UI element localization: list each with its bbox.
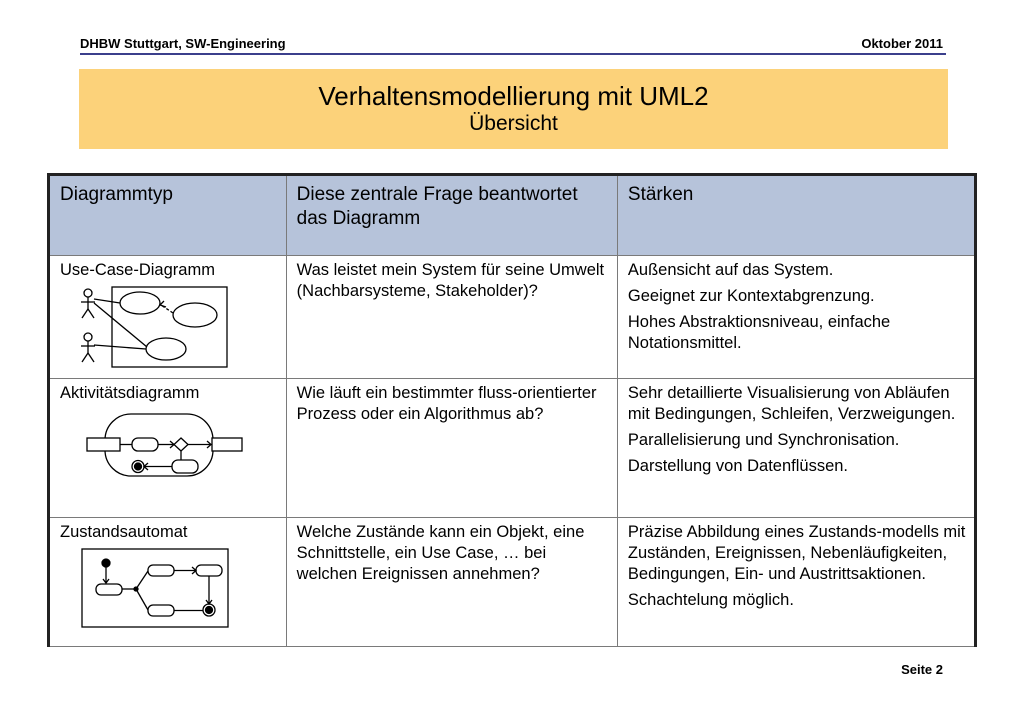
- strength-item: Präzise Abbildung eines Zustands-modells mit Zuständen, Ereignissen, Nebenläufigkeiten, Bedingungen, Ein- und Austrittsaktionen.: [627, 523, 966, 583]
- strength-item: Parallelisierung und Synchronisation.: [627, 431, 900, 449]
- strength-item: Darstellung von Datenflüssen.: [627, 457, 849, 475]
- diagram-type-name: Zustandsautomat: [60, 523, 188, 541]
- column-header-question: Diese zentrale Frage beantwortet das Diagramm: [286, 175, 617, 256]
- header-right: Oktober 2011: [861, 36, 943, 51]
- header-divider: [80, 53, 946, 55]
- activity-diagram-icon: [60, 408, 245, 488]
- page-subtitle: Übersicht: [469, 112, 558, 135]
- cell-question: [286, 518, 617, 647]
- diagram-type-name: Aktivitätsdiagramm: [60, 384, 200, 402]
- strength-item: Geeignet zur Kontextabgrenzung.: [627, 287, 875, 305]
- question-text: Wie läuft ein bestimmter fluss-orientierter Prozess oder ein Algorithmus ab?: [296, 384, 597, 423]
- diagram-type-name: Use-Case-Diagramm: [60, 261, 215, 279]
- question-text: Welche Zustände kann ein Objekt, eine Schnittstelle, ein Use Case, … bei welchen Ereignissen annehmen?: [296, 523, 585, 583]
- cell-type: [49, 256, 287, 379]
- use-case-diagram-icon: [60, 285, 230, 369]
- strength-item: Hohes Abstraktionsniveau, einfache Notationsmittel.: [627, 313, 891, 352]
- cell-strengths: [617, 256, 975, 379]
- cell-type: [49, 518, 287, 647]
- cell-question: [286, 256, 617, 379]
- state-machine-diagram-icon: [60, 547, 235, 629]
- question-text: Was leistet mein System für seine Umwelt (Nachbarsysteme, Stakeholder)?: [296, 261, 605, 300]
- strength-item: Schachtelung möglich.: [627, 591, 794, 609]
- table-row: [49, 256, 976, 379]
- strength-item: Sehr detaillierte Visualisierung von Abläufen mit Bedingungen, Schleifen, Verzweigungen.: [627, 384, 956, 423]
- overview-table: [47, 173, 977, 647]
- page-number: Seite 2: [901, 662, 943, 677]
- page-title: Verhaltensmodellierung mit UML2: [318, 81, 709, 111]
- column-header-strengths: Stärken: [617, 175, 975, 256]
- strength-item: Außensicht auf das System.: [627, 261, 834, 279]
- title-banner: [79, 69, 948, 149]
- table-header-row: [49, 175, 976, 256]
- cell-type: [49, 379, 287, 518]
- cell-question: [286, 379, 617, 518]
- column-header-type: Diagrammtyp: [49, 175, 287, 256]
- table-row: [49, 379, 976, 518]
- cell-strengths: [617, 518, 975, 647]
- table-row: [49, 518, 976, 647]
- header-left: DHBW Stuttgart, SW-Engineering: [80, 36, 286, 51]
- cell-strengths: [617, 379, 975, 518]
